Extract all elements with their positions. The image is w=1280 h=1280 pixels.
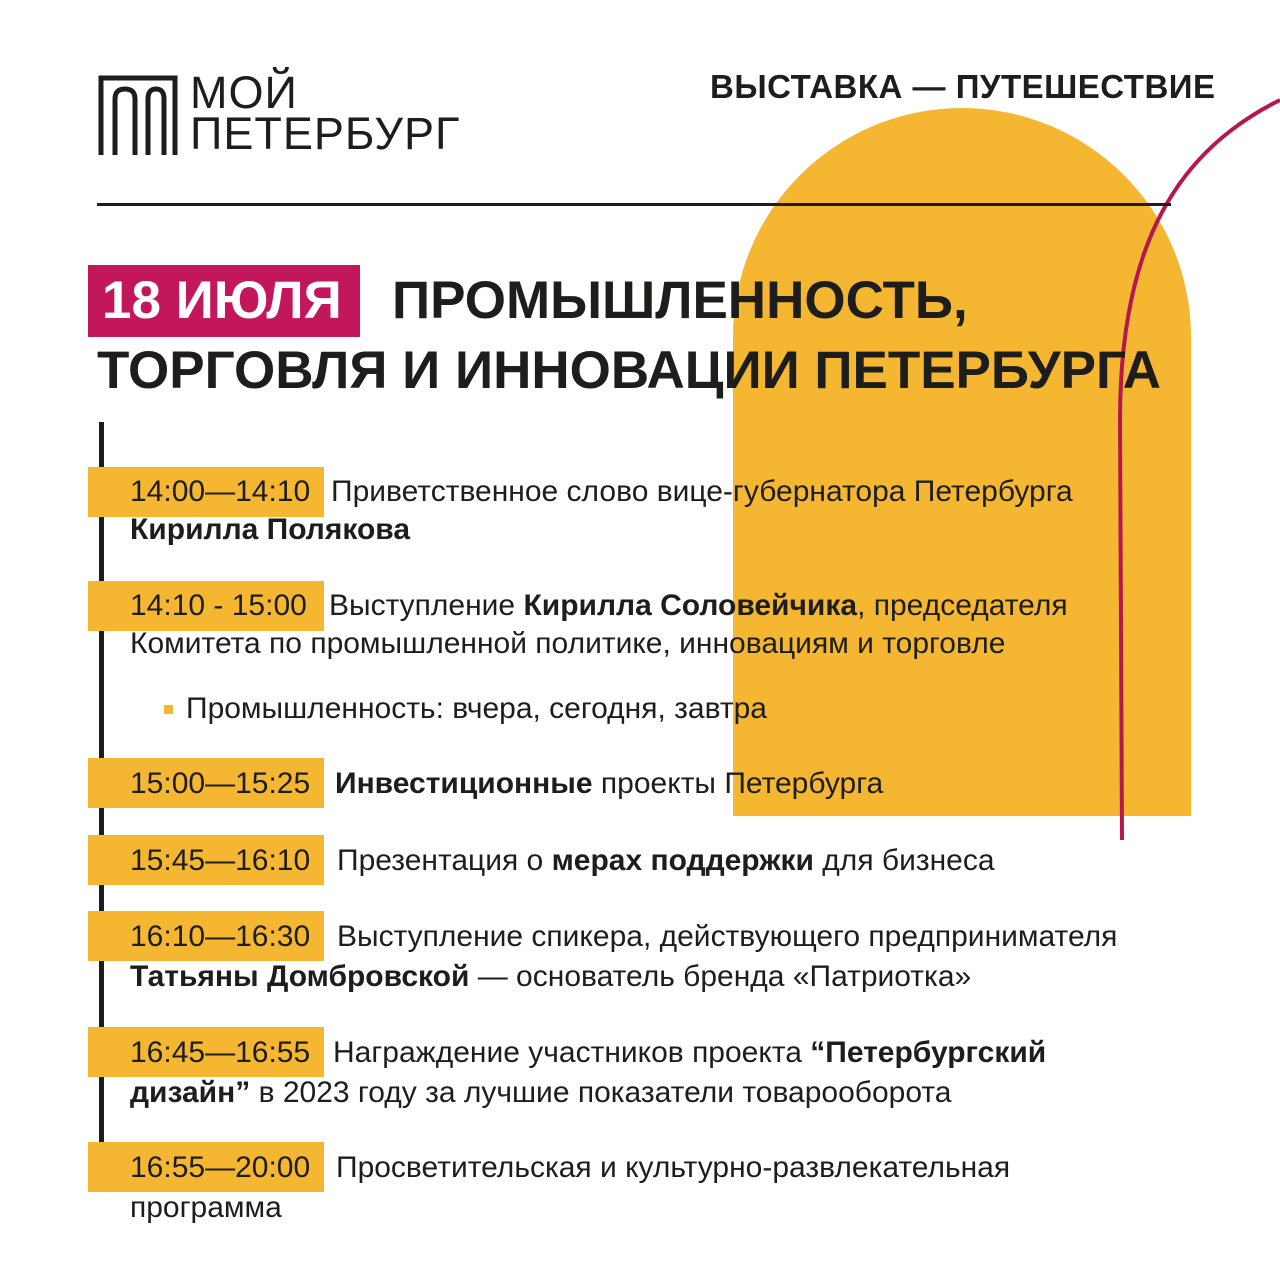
event-description: Выступление спикера, действующего предпринимателя: [337, 920, 1118, 953]
event-description-cont: дизайн” в 2023 году за лучшие показатели товарооборота: [130, 1076, 952, 1109]
speaker-name: Кирилла Соловейчика: [523, 589, 858, 622]
time-slot: 16:45—16:55: [130, 1036, 311, 1069]
time-slot: 16:55—20:00: [130, 1151, 311, 1184]
header-divider: [97, 203, 1171, 206]
tagline: ВЫСТАВКА — ПУТЕШЕСТВИЕ: [710, 68, 1216, 105]
event-description: Выступление Кирилла Соловейчика, председателя: [329, 589, 1068, 622]
event-description-cont: программа: [130, 1191, 282, 1224]
date-badge: 18 ИЮЛЯ: [88, 265, 360, 337]
subtopic: Промышленность: вчера, сегодня, завтра: [186, 692, 767, 725]
time-slot: 16:10—16:30: [130, 920, 311, 953]
page-title-line-2: ТОРГОВЛЯ И ИННОВАЦИИ ПЕТЕРБУРГА: [97, 341, 1161, 400]
speaker-name: Кирилла Полякова: [130, 513, 411, 546]
event-description: Инвестиционные проекты Петербурга: [335, 767, 884, 800]
event-description: Награждение участников проекта “Петербургский: [333, 1036, 1047, 1069]
time-slot: 14:00—14:10: [130, 475, 311, 508]
event-description-cont: Татьяны Домбровской — основатель бренда «Патриотка»: [130, 960, 972, 993]
event-description: Просветительская и культурно-развлекательная: [336, 1151, 1011, 1184]
event-description: Презентация о мерах поддержки для бизнеса: [337, 844, 995, 877]
bullet-marker: [164, 705, 173, 714]
page-title-line-1: ПРОМЫШЛЕННОСТЬ,: [392, 271, 968, 330]
time-slot: 14:10 - 15:00: [130, 589, 307, 622]
time-slot: 15:00—15:25: [130, 767, 311, 800]
logo-line-1: МОЙ: [190, 67, 298, 118]
logo-arch-icon: [98, 75, 178, 157]
event-description-cont: Комитета по промышленной политике, инновациям и торговле: [130, 627, 1006, 660]
event-description: Приветственное слово вице-губернатора Петербурга: [331, 475, 1073, 508]
logo-line-2: ПЕТЕРБУРГ: [190, 108, 461, 159]
time-slot: 15:45—16:10: [130, 844, 311, 877]
logo-wordmark: [190, 67, 461, 159]
speaker-name: Татьяны Домбровской: [130, 960, 470, 993]
